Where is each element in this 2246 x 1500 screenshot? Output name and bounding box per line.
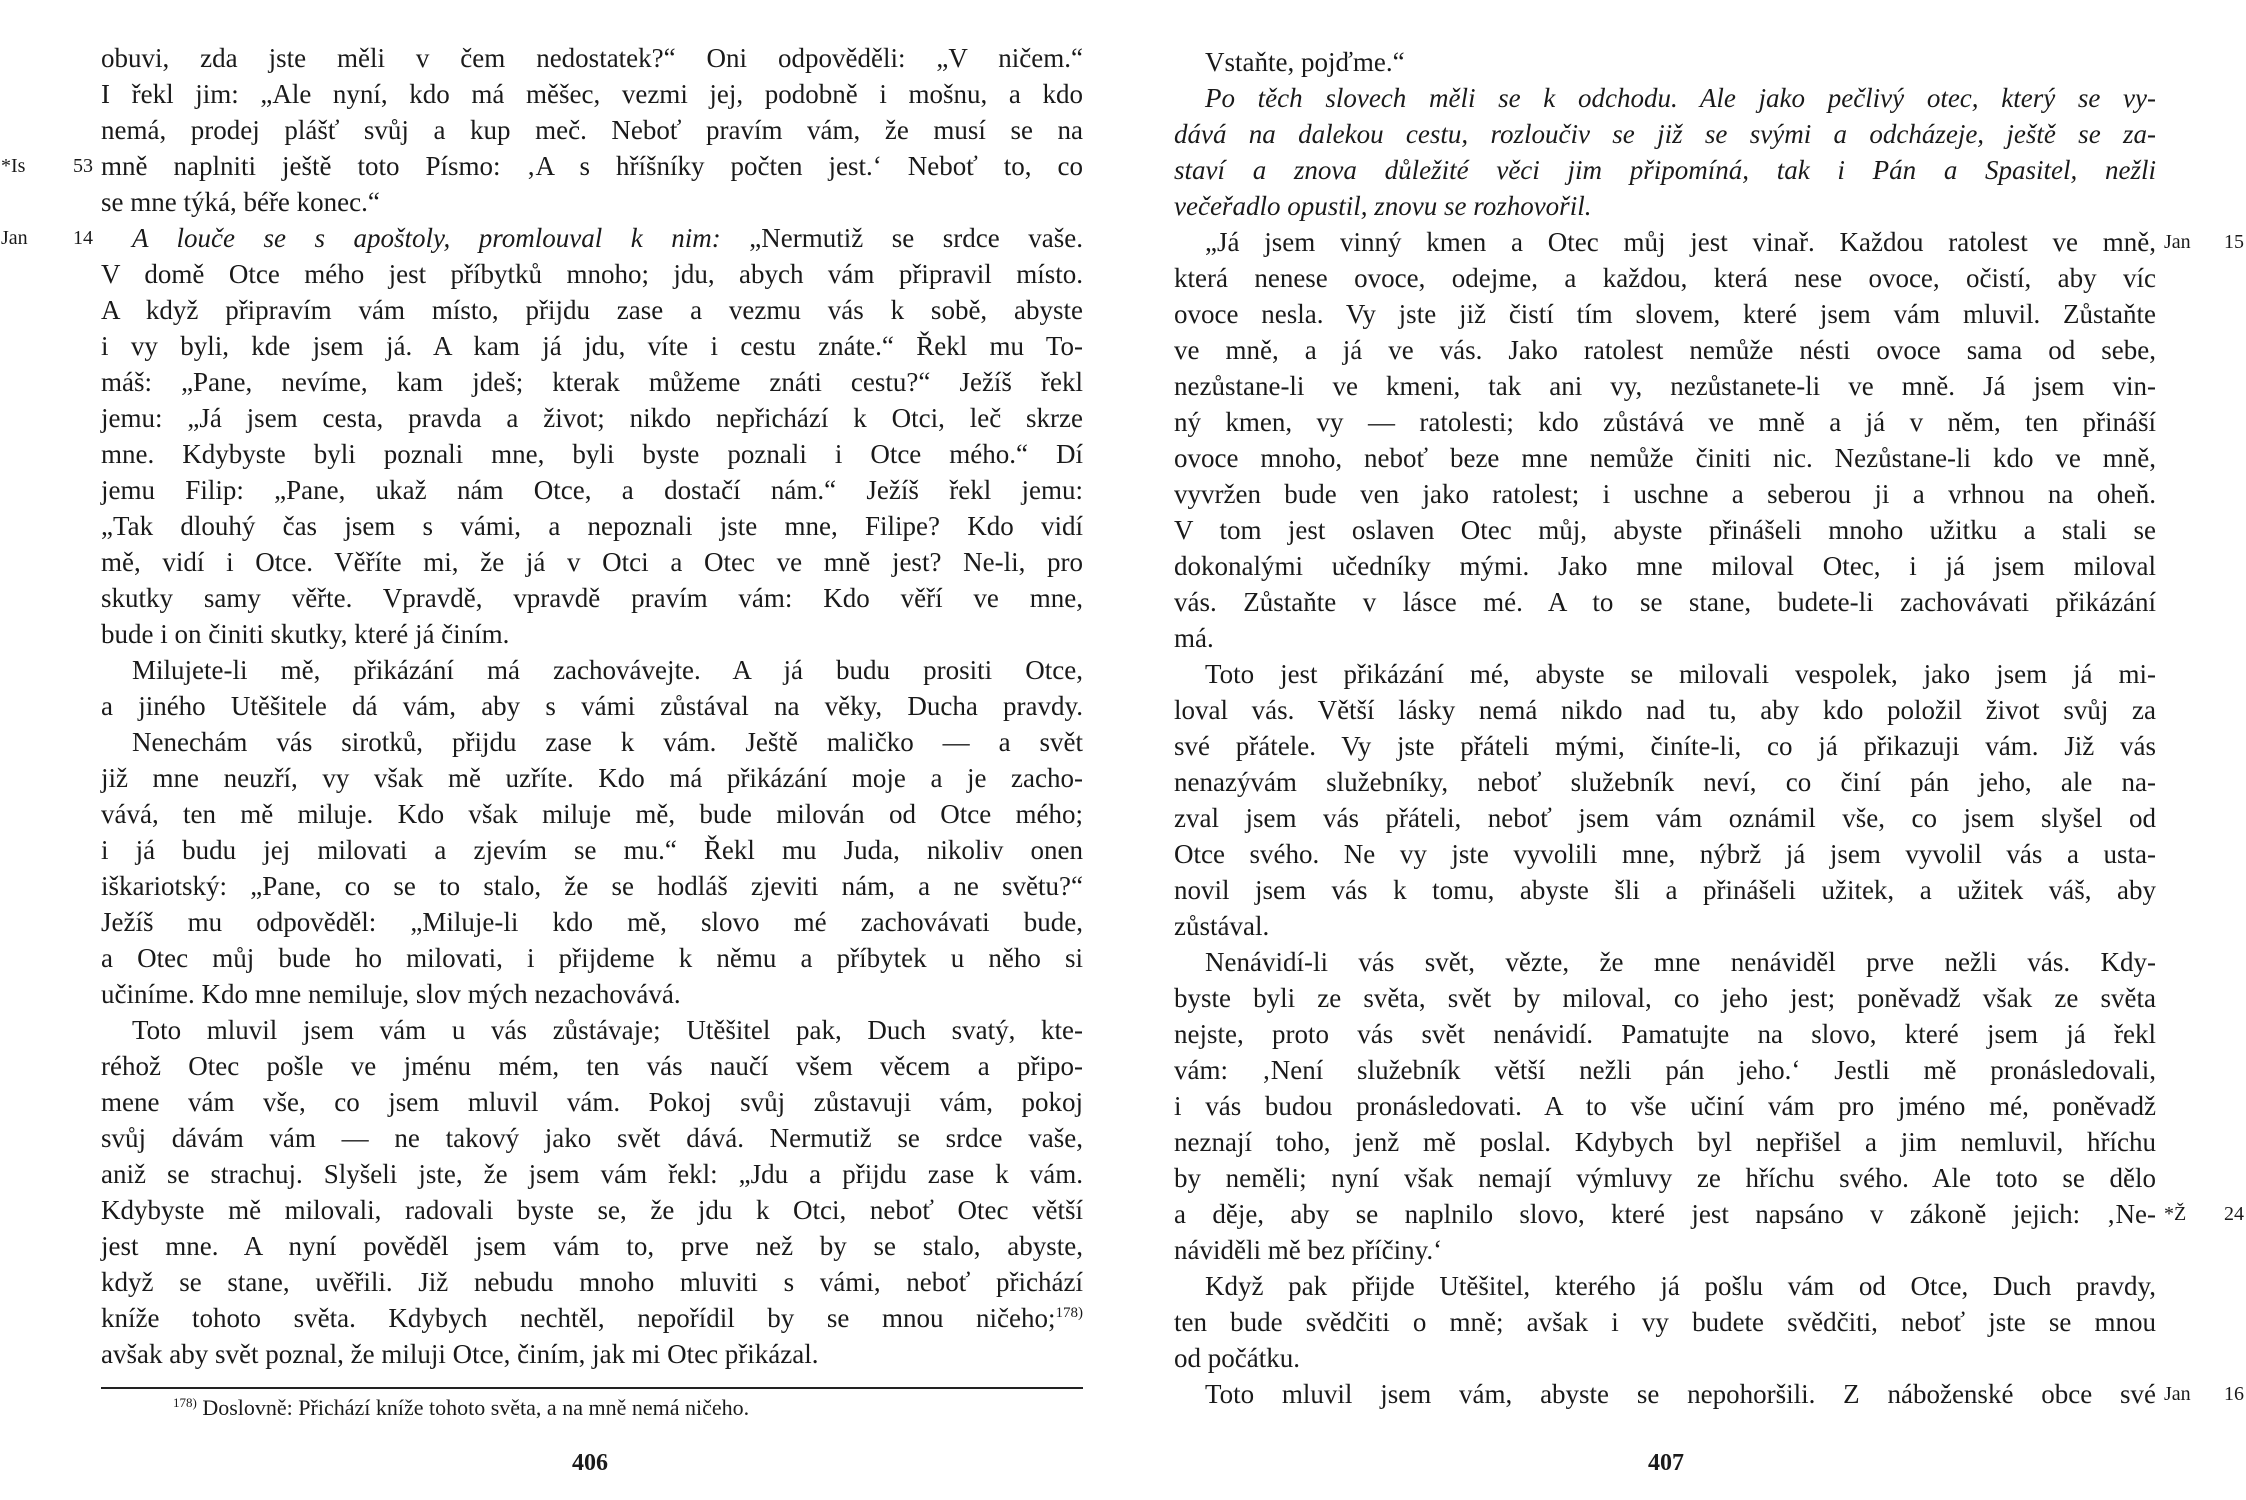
line-text: ný kmen, vy — ratolesti; kdo zůstává ve mně a já v něm, ten přináší <box>1174 407 2156 437</box>
line-text: své přátele. Vy jste přáteli mými, činíte-li, co já přikazuji vám. Již vás <box>1174 731 2156 761</box>
line-text: Toto mluvil jsem vám, abyste se nepohoršili. Z náboženské obce své <box>1205 1379 2156 1409</box>
text-line <box>101 904 1083 940</box>
text-line <box>1 220 1083 256</box>
text-line <box>1174 1376 2244 1412</box>
line-text: učiníme. Kdo mne nemiluje, slov mých nezachovává. <box>101 979 681 1009</box>
line-text: od počátku. <box>1174 1343 1300 1373</box>
line-text: zůstával. <box>1174 911 1270 941</box>
line-text: iškariotský: „Pane, co se to stalo, že se hodláš zjeviti nám, a ne světu?“ <box>101 871 1083 901</box>
text-line <box>1174 44 2156 80</box>
line-text: bude i on činiti skutky, které já činím. <box>101 619 510 649</box>
page-number-left: 406 <box>572 1450 608 1476</box>
line-text: nemá, prodej plášť svůj a kup meč. Neboť pravím vám, že musí se na <box>101 115 1083 145</box>
text-line <box>101 868 1083 904</box>
line-text: má. <box>1174 623 1214 653</box>
line-text: vám: ‚Není služebník větší nežli pán jeho.‘ Jestli mě pronásledovali, <box>1174 1055 2156 1085</box>
line-text: „Já jsem vinný kmen a Otec můj jest vinař. Každou ratolest ve mně, <box>1205 227 2156 257</box>
text-line <box>101 1120 1083 1156</box>
text-line <box>101 976 1083 1012</box>
text-line <box>1174 764 2156 800</box>
text-line <box>101 364 1083 400</box>
text-line <box>1174 1268 2156 1304</box>
line-text: mě, vidí i Otce. Věříte mi, že já v Otci a Otec ve mně jest? Ne-li, pro <box>101 547 1083 577</box>
text-line <box>101 1012 1083 1048</box>
line-text: již mne neuzří, vy však mě uzříte. Kdo má přikázání moje a je zacho- <box>101 763 1083 793</box>
line-text: nezůstane-li ve kmeni, tak ani vy, nezůstanete-li ve mně. Já jsem vin- <box>1174 371 2156 401</box>
text-line <box>1174 296 2156 332</box>
text-line <box>101 688 1083 724</box>
footnote-reference: 178) <box>1055 1305 1083 1321</box>
line-text: vyvržen bude ven jako ratolest; i uschne a seberou ji a vrhnou na oheň. <box>1174 479 2156 509</box>
italic-summary: A louče se s apoštoly, promlouval k nim: <box>132 223 721 253</box>
text-line <box>101 112 1083 148</box>
text-line <box>101 580 1083 616</box>
page-number-right: 407 <box>1648 1450 1684 1476</box>
text-line <box>1174 440 2156 476</box>
text-line <box>101 400 1083 436</box>
text-line <box>1174 728 2156 764</box>
text-line <box>101 832 1083 868</box>
line-text: „Tak dlouhý čas jsem s vámi, a nepoznali jste mne, Filipe? Kdo vidí <box>101 511 1083 541</box>
text-line <box>1174 1304 2156 1340</box>
line-text: Nenechám vás sirotků, přijdu zase k vám. Ještě maličko — a svět <box>132 727 1083 757</box>
text-line <box>1174 908 2156 944</box>
text-line <box>1174 476 2156 512</box>
line-text: avšak aby svět poznal, že miluji Otce, činím, jak mi Otec přikázal. <box>101 1339 819 1369</box>
line-text: Toto mluvil jsem vám u vás zůstávaje; Utěšitel pak, Duch svatý, kte- <box>132 1015 1083 1045</box>
line-text: skutky samy věřte. Vpravdě, vpravdě pravím vám: Kdo věří ve mne, <box>101 583 1083 613</box>
right-page-text <box>1174 44 2244 1412</box>
text-line <box>101 472 1083 508</box>
line-text: obuvi, zda jste měli v čem nedostatek?“ Oni odpověděli: „V ničem.“ <box>101 43 1083 73</box>
footnote-divider <box>101 1387 1083 1389</box>
line-text: když se stane, uvěřili. Již nebudu mnoho mluviti s vámi, neboť přichází <box>101 1267 1083 1297</box>
line-text: i já budu jej milovati a zjevím se mu.“ Řekl mu Juda, nikoliv onen <box>101 835 1083 865</box>
line-text: nenazývám služebníky, neboť služebník neví, co činí pán jeho, ale na- <box>1174 767 2156 797</box>
line-text: kníže tohoto světa. Kdybych nechtěl, nepořídil by se mnou ničeho; <box>101 1303 1056 1333</box>
line-text: jest mne. A nyní pověděl jsem vám to, prve než by se stalo, abyste, <box>101 1231 1083 1261</box>
line-text: mene vám vše, co jsem mluvil vám. Pokoj svůj zůstavuji vám, pokoj <box>101 1087 1083 1117</box>
text-line <box>1174 260 2156 296</box>
text-line <box>101 40 1083 76</box>
line-text: ovoce mnoho, neboť beze mne nemůže činiti nic. Nezůstane-li kdo ve mně, <box>1174 443 2156 473</box>
text-line <box>1174 800 2156 836</box>
footnote-marker: 178) <box>173 1395 197 1410</box>
text-line <box>1174 1196 2244 1232</box>
text-line <box>1174 656 2156 692</box>
text-line <box>101 76 1083 112</box>
line-text: novil jsem vás k tomu, abyste šli a přinášeli užitek, a užitek váš, aby <box>1174 875 2156 905</box>
text-line <box>101 544 1083 580</box>
margin-reference: Jan 14 <box>1 227 93 249</box>
text-line <box>1174 1088 2156 1124</box>
text-line <box>101 256 1083 292</box>
line-text: loval vás. Větší lásky nemá nikdo nad tu, aby kdo položil život svůj za <box>1174 695 2156 725</box>
text-line <box>101 508 1083 544</box>
text-line <box>101 940 1083 976</box>
text-line <box>101 724 1083 760</box>
text-line <box>1174 1232 2156 1268</box>
line-text: vává, ten mě miluje. Kdo však miluje mě, bude milován od Otce mého; <box>101 799 1083 829</box>
margin-reference: *Is 53 <box>1 155 93 177</box>
margin-reference: *Ž 24 <box>2164 1203 2244 1225</box>
text-line <box>1174 1016 2156 1052</box>
text-line <box>101 1264 1083 1300</box>
text-line <box>1174 512 2156 548</box>
line-text: byste byli ze světa, svět by miloval, co jeho jest; poněvadž však ze světa <box>1174 983 2156 1013</box>
line-text: náviděli mě bez příčiny.‘ <box>1174 1235 1443 1265</box>
line-text: V tom jest oslaven Otec můj, abyste přinášeli mnoho užitku a stali se <box>1174 515 2156 545</box>
line-text: mne. Kdybyste byli poznali mne, byli byste poznali i Otce mého.“ Dí <box>101 439 1083 469</box>
text-line <box>1174 368 2156 404</box>
text-line <box>101 796 1083 832</box>
text-line <box>1174 1160 2156 1196</box>
text-line <box>101 1192 1083 1228</box>
line-text: večeřadlo opustil, znovu se rozhovořil. <box>1174 191 1592 221</box>
line-text: Nenávidí-li vás svět, vězte, že mne nenáviděl prve nežli vás. Kdy- <box>1205 947 2156 977</box>
line-text: Když pak přijde Utěšitel, kterého já pošlu vám od Otce, Duch pravdy, <box>1205 1271 2156 1301</box>
text-line <box>1174 1340 2156 1376</box>
line-text: „Nermutiž se srdce vaše. <box>720 223 1083 253</box>
text-line <box>101 1300 1083 1336</box>
margin-reference: Jan 16 <box>2164 1383 2244 1405</box>
line-text: máš: „Pane, nevíme, kam jdeš; kterak můžeme znáti cestu?“ Ježíš řekl <box>101 367 1083 397</box>
text-line <box>1174 224 2244 260</box>
line-text: Ježíš mu odpověděl: „Miluje-li kdo mě, slovo mé zachovávati bude, <box>101 907 1083 937</box>
left-page-text <box>1 40 1083 1372</box>
line-text: Kdybyste mě milovali, radovali byste se, že jdu k Otci, neboť Otec větší <box>101 1195 1083 1225</box>
text-line <box>101 616 1083 652</box>
line-text: ovoce nesla. Vy jste již čistí tím slovem, které jsem vám mluvil. Zůstaňte <box>1174 299 2156 329</box>
line-text: réhož Otec pošle ve jménu mém, ten vás naučí všem věcem a připo- <box>101 1051 1083 1081</box>
text-line <box>1174 944 2156 980</box>
text-line <box>101 1336 1083 1372</box>
line-text: dokonalými učedníky mými. Jako mne miloval Otec, i já jsem miloval <box>1174 551 2156 581</box>
line-text: ten bude svědčiti o mně; avšak i vy budete svědčiti, neboť jste se mnou <box>1174 1307 2156 1337</box>
line-text: svůj dávám vám — ne takový jako svět dává. Nermutiž se srdce vaše, <box>101 1123 1083 1153</box>
text-line <box>1174 152 2156 188</box>
line-text: Toto jest přikázání mé, abyste se milovali vespolek, jako jsem já mi- <box>1205 659 2156 689</box>
line-text: vás. Zůstaňte v lásce mé. A to se stane, budete-li zachovávati přikázání <box>1174 587 2156 617</box>
text-line <box>101 652 1083 688</box>
line-text: zval jsem vás přáteli, neboť jsem vám oznámil vše, co jsem slyšel od <box>1174 803 2156 833</box>
line-text: Po těch slovech měli se k odchodu. Ale jako pečlivý otec, který se vy- <box>1205 83 2156 113</box>
text-line <box>101 760 1083 796</box>
text-line <box>1174 584 2156 620</box>
text-line <box>1174 1052 2156 1088</box>
text-line <box>101 1048 1083 1084</box>
line-text: Milujete-li mě, přikázání má zachovávejte. A já budu prositi Otce, <box>132 655 1083 685</box>
text-line <box>1174 836 2156 872</box>
line-text: dává na dalekou cestu, rozloučiv se již se svými a odcházeje, ještě se za- <box>1174 119 2156 149</box>
text-line <box>1174 1124 2156 1160</box>
line-text: a děje, aby se naplnilo slovo, které jest napsáno v zákoně jejich: ‚Ne- <box>1174 1199 2156 1229</box>
line-text: a Otec můj bude ho milovati, i přijdeme k němu a příbytek u něho si <box>101 943 1083 973</box>
footnote <box>173 1393 749 1423</box>
text-line <box>1174 404 2156 440</box>
footnote-text: Doslovně: Přichází kníže tohoto světa, a na mně nemá ničeho. <box>196 1395 750 1420</box>
text-line <box>101 1156 1083 1192</box>
text-line <box>1174 548 2156 584</box>
line-text: Otce svého. Ne vy jste vyvolili mne, nýbrž já jsem vyvolil vás a usta- <box>1174 839 2156 869</box>
text-line <box>1174 80 2156 116</box>
text-line <box>1174 692 2156 728</box>
line-text: neznají toho, jenž mě poslal. Kdybych byl nepřišel a jim nemluvil, hříchu <box>1174 1127 2156 1157</box>
line-text: se mne týká, béře konec.“ <box>101 187 380 217</box>
line-text: A když připravím vám místo, přijdu zase a vezmu vás k sobě, abyste <box>101 295 1083 325</box>
line-text: mně naplniti ještě toto Písmo: ‚A s hříšníky počten jest.‘ Neboť to, co <box>101 151 1083 181</box>
text-line <box>101 184 1083 220</box>
line-text: a jiného Utěšitele dá vám, aby s vámi zůstával na věky, Ducha pravdy. <box>101 691 1083 721</box>
line-text: nejste, proto vás svět nenávidí. Pamatujte na slovo, které jsem já řekl <box>1174 1019 2156 1049</box>
line-text: jemu: „Já jsem cesta, pravda a život; nikdo nepřichází k Otci, leč skrze <box>101 403 1083 433</box>
text-line <box>1174 188 2156 224</box>
line-text: staví a znova důležité věci jim připomíná, tak i Pán a Spasitel, nežli <box>1174 155 2156 185</box>
text-line <box>101 328 1083 364</box>
text-line <box>1174 980 2156 1016</box>
line-text: která nenese ovoce, odejme, a každou, která nese ovoce, očistí, aby víc <box>1174 263 2156 293</box>
line-text: i vás budou pronásledovati. A to vše učiní vám pro jméno mé, poněvadž <box>1174 1091 2156 1121</box>
line-text: by neměli; nyní však nemají výmluvy ze hříchu svého. Ale toto se dělo <box>1174 1163 2156 1193</box>
text-line <box>1 148 1083 184</box>
text-line <box>101 1228 1083 1264</box>
text-line <box>101 436 1083 472</box>
line-text: I řekl jim: „Ale nyní, kdo má měšec, vezmi jej, podobně i mošnu, a kdo <box>101 79 1083 109</box>
line-text: i vy byli, kde jsem já. A kam já jdu, víte i cestu znáte.“ Řekl mu To- <box>101 331 1083 361</box>
line-text: jemu Filip: „Pane, ukaž nám Otce, a dostačí nám.“ Ježíš řekl jemu: <box>101 475 1083 505</box>
line-text: Vstaňte, pojďme.“ <box>1205 47 1405 77</box>
text-line <box>1174 620 2156 656</box>
text-line <box>1174 872 2156 908</box>
line-text: aniž se strachuj. Slyšeli jste, že jsem vám řekl: „Jdu a přijdu zase k vám. <box>101 1159 1083 1189</box>
text-line <box>1174 116 2156 152</box>
text-line <box>1174 332 2156 368</box>
text-line <box>101 292 1083 328</box>
line-text: V domě Otce mého jest příbytků mnoho; jdu, abych vám připravil místo. <box>101 259 1083 289</box>
margin-reference: Jan 15 <box>2164 231 2244 253</box>
text-line <box>101 1084 1083 1120</box>
line-text: ve mně, a já ve vás. Jako ratolest nemůže nésti ovoce sama od sebe, <box>1174 335 2156 365</box>
